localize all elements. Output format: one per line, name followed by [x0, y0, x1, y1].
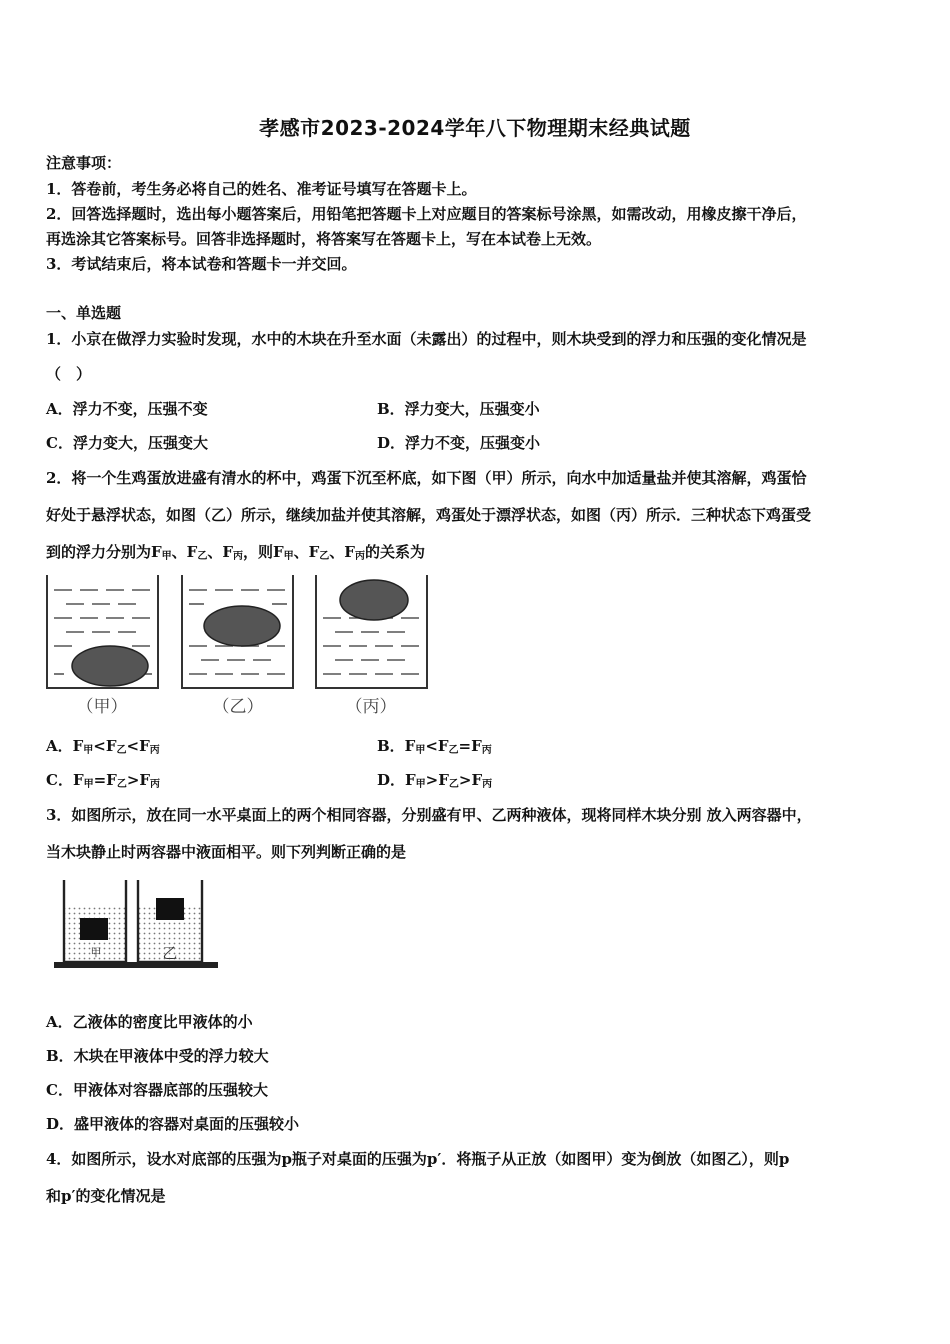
- q3-stem: 3．如图所示，放在同一水平桌面上的两个相同容器，分别盛有甲、乙两种液体，现将同样木块分别 放入两容器中，: [46, 806, 812, 824]
- q2-option-a: A．$F_甲<F_乙<F_丙$: [46, 737, 160, 756]
- q3-option-a: A．乙液体的密度比甲液体的小: [46, 1013, 253, 1031]
- block-yi: [156, 898, 184, 920]
- q1-stem-bracket: （ ）: [46, 365, 92, 383]
- q2-stem: 2．将一个生鸡蛋放进盛有清水的杯中，鸡蛋下沉至杯底，如下图（甲）所示，向水中加适量盐并使其溶解，鸡蛋恰: [46, 469, 807, 487]
- egg-jia: [72, 646, 148, 686]
- q1-option-c: C．浮力变大，压强变大: [46, 434, 208, 452]
- section-heading: 一、单选题: [46, 304, 122, 322]
- q1-option-d: D．浮力不变，压强变小: [377, 434, 541, 452]
- block-jia: [80, 918, 108, 940]
- q2-egg-figure: [44, 572, 434, 720]
- notice-item: 再选涂其它答案标号。回答非选择题时，将答案写在答题卡上，写在本试卷上无效。: [46, 230, 602, 248]
- q3-option-d: D．盛甲液体的容器对桌面的压强较小: [46, 1115, 300, 1133]
- fig-label-jia: （甲）: [76, 697, 128, 717]
- q2-option-b: B．$F_甲<F_乙=F_丙$: [377, 737, 492, 756]
- notice-item: 1．答卷前，考生务必将自己的姓名、准考证号填写在答题卡上。: [46, 180, 477, 198]
- q3-stem: 当木块静止时两容器中液面相平。则下列判断正确的是: [46, 843, 407, 861]
- q3-option-c: C．甲液体对容器底部的压强较大: [46, 1081, 268, 1099]
- page-title: 孝感市2023-2024学年八下物理期末经典试题: [259, 116, 691, 140]
- table-surface: [54, 962, 218, 968]
- q1-stem: 1．小京在做浮力实验时发现，水中的木块在升至水面（未露出）的过程中，则木块受到的浮力和压强的变化情况是: [46, 330, 807, 348]
- fig-label-yi: （乙）: [212, 697, 264, 717]
- q1-option-b: B．浮力变大，压强变小: [377, 400, 540, 418]
- notice-item: 3．考试结束后，将本试卷和答题卡一并交回。: [46, 255, 357, 273]
- fig-label-bing: （丙）: [345, 697, 397, 717]
- q4-stem: 和p′的变化情况是: [46, 1187, 166, 1205]
- q1-option-a: A．浮力不变，压强不变: [46, 400, 208, 418]
- q3-option-b: B．木块在甲液体中受的浮力较大: [46, 1047, 269, 1065]
- q2-option-c: C．$F_甲=F_乙>F_丙$: [46, 771, 161, 790]
- egg-yi: [204, 606, 280, 646]
- q4-stem: 4．如图所示，设水对底部的压强为p瓶子对桌面的压强为p′．将瓶子从正放（如图甲）变为倒放（如图乙），则p: [46, 1150, 790, 1168]
- egg-bing: [340, 580, 408, 620]
- q2-stem-forces: 到的浮力分别为$F_甲$、$F_乙$、$F_丙$，则$F_甲$、$F_乙$、$F_丙$的关系为: [46, 543, 425, 562]
- q2-stem: 好处于悬浮状态，如图（乙）所示，继续加盐并使其溶解，鸡蛋处于漂浮状态，如图（丙）所示．三种状态下鸡蛋受: [46, 506, 812, 524]
- label-yi: 乙: [162, 944, 178, 962]
- notice-heading: 注意事项：: [46, 154, 122, 172]
- q2-option-d: D．$F_甲>F_乙>F_丙$: [377, 771, 493, 790]
- label-jia: 甲: [90, 946, 102, 959]
- q3-container-figure: [52, 876, 222, 976]
- notice-item: 2．回答选择题时，选出每小题答案后，用铅笔把答题卡上对应题目的答案标号涂黑，如需改动，用橡皮擦干净后，: [46, 205, 807, 223]
